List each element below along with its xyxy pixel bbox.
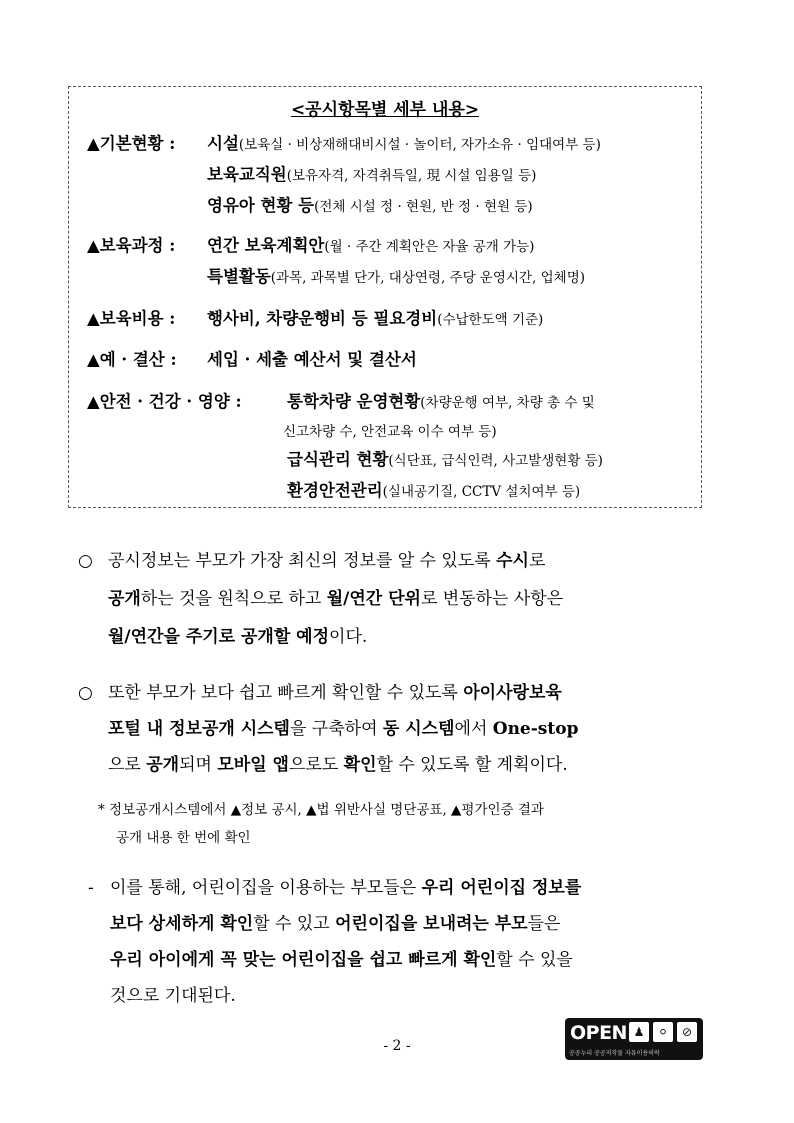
basic-line-2: 보육교직원(보유자격, 자격취득일, 現 시설 임용일 등) [207, 165, 537, 184]
kogl-open-logo [565, 1018, 703, 1060]
paragraph-2: ○ 또한 부모가 보다 쉽고 빠르게 확인할 수 있도록 아이사랑보육 포털 내 정보공개 시스템을 구축하여 동 시스템에서 One-stop 으로 공개되며 모바일 앱으로도 확인할 수 있도록 할 계획이다. [78, 676, 706, 786]
label-course: ▲보육과정 : [87, 236, 176, 255]
basic-line-1: 시설(보육실 · 비상재해대비시설 · 놀이터, 자가소유 · 임대여부 등) [207, 134, 601, 153]
paragraph-3: - 이를 통해, 어린이집을 이용하는 부모들은 우리 어린이집 정보를 보다 상세하게 확인할 수 있고 어린이집을 보내려는 부모들은 우리 아이에게 꼭 맞는 어린이집을 쉽고 빠르게 확인할 수 있을 것으로 기대된다. [88, 871, 716, 1021]
label-budget: ▲예 · 결산 : [87, 350, 177, 369]
label-safety: ▲안전 · 건강 · 영양 : [87, 392, 242, 411]
label-cost: ▲보육비용 : [87, 309, 176, 328]
bullet-circle: ○ [78, 683, 93, 703]
page-number: - 2 - [383, 1038, 411, 1054]
paragraph-1: ○ 공시정보는 부모가 가장 최신의 정보를 알 수 있도록 수시로 공개하는 것을 원칙으로 하고 월/연간 단위로 변동하는 사항은 월/연간을 주기로 공개할 예정이다. [78, 544, 706, 654]
safety-line-2: 급식관리 현황(식단표, 급식인력, 사고발생현황 등) [287, 450, 603, 469]
person-icon: ♟ [629, 1022, 649, 1042]
footnote-line-2: 공개 내용 한 번에 확인 [116, 830, 251, 846]
safety-line-1b: 신고차량 수, 안전교육 이수 여부 등) [283, 424, 497, 440]
budget-line-1: 세입 · 세출 예산서 및 결산서 [207, 350, 417, 369]
coin-icon: ⚪ [653, 1022, 673, 1042]
bullet-circle: ○ [78, 551, 93, 571]
no-change-icon: ⊘ [677, 1022, 697, 1042]
safety-line-1: 통학차량 운영현황(차량운행 여부, 차량 총 수 및 [287, 392, 595, 411]
cost-line-1: 행사비, 차량운행비 등 필요경비(수납한도액 기준) [207, 309, 544, 328]
disclosure-items-box [68, 86, 702, 508]
course-line-1: 연간 보육계획안(월 · 주간 계획안은 자율 공개 가능) [207, 236, 535, 255]
basic-line-3: 영유아 현황 등(전체 시설 정 · 현원, 반 정 · 현원 등) [207, 196, 533, 215]
footnote-line-1: * 정보공개시스템에서 ▲정보 공시, ▲법 위반사실 명단공표, ▲평가인증 결과 [98, 802, 544, 818]
logo-caption: 공공누리 공공저작물 자유이용허락 [569, 1050, 660, 1057]
safety-line-3: 환경안전관리(실내공기질, CCTV 설치여부 등) [287, 481, 581, 500]
bullet-dash: - [88, 878, 94, 898]
label-basic: ▲기본현황 : [87, 134, 176, 153]
open-wordmark: OPEN [570, 1022, 627, 1044]
box-title: <공시항목별 세부 내용> [290, 100, 480, 120]
course-line-2: 특별활동(과목, 과목별 단가, 대상연령, 주당 운영시간, 업체명) [207, 267, 586, 286]
